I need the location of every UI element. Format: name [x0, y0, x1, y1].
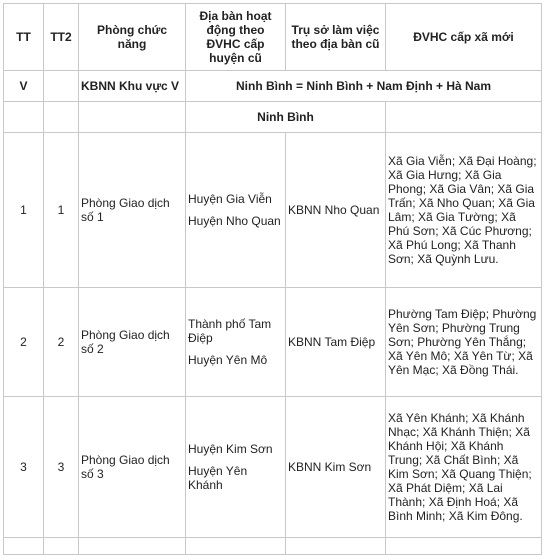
row-office: KBNN Tam Điệp	[286, 288, 386, 397]
empty-cell	[186, 538, 286, 555]
row-area: Huyện Gia Viễn	[188, 192, 272, 206]
empty-cell	[286, 538, 386, 555]
row-tt: 3	[4, 397, 44, 538]
province-empty-1	[4, 102, 44, 133]
header-tt2: TT2	[44, 4, 79, 71]
header-new-commune: ĐVHC cấp xã mới	[386, 4, 542, 71]
row-areas	[186, 133, 286, 288]
province-empty-2	[44, 102, 79, 133]
empty-cell	[44, 538, 79, 555]
table-row	[4, 397, 542, 538]
row-communes: Xã Gia Viễn; Xã Đại Hoàng; Xã Gia Hưng; Xã Gia Phong; Xã Gia Vân; Xã Gia Trấn; Xã Nho Quan; Xã Gia Lâm; Xã Gia Tường; Xã Phú Sơn; Xã Cúc Phương; Xã Phú Long; Xã Thanh Sơn; Xã Quỳnh Lưu.	[386, 133, 542, 288]
row-tt2: 2	[44, 288, 79, 397]
row-area: Huyện Kim Sơn	[188, 442, 273, 456]
row-room: Phòng Giao dịch số 3	[79, 397, 186, 538]
row-area: Thành phố Tam Điệp	[188, 317, 272, 345]
table-row	[4, 133, 542, 288]
row-tt: 2	[4, 288, 44, 397]
province-empty-3	[79, 102, 186, 133]
header-function-room: Phòng chức năng	[79, 4, 186, 71]
kbnn-region-table	[3, 3, 542, 555]
table-row	[4, 288, 542, 397]
region-merge-note: Ninh Bình = Ninh Bình + Nam Định + Hà Nam	[186, 71, 542, 102]
empty-cell	[4, 538, 44, 555]
header-row	[4, 4, 542, 71]
row-tt2: 1	[44, 133, 79, 288]
header-tt: TT	[4, 4, 44, 71]
province-empty-4	[386, 102, 542, 133]
region-tt: V	[4, 71, 44, 102]
empty-cell	[79, 538, 186, 555]
row-areas	[186, 288, 286, 397]
region-name: KBNN Khu vực V	[79, 71, 186, 102]
header-office: Trụ sở làm việc theo địa bàn cũ	[286, 4, 386, 71]
row-office: KBNN Kim Sơn	[286, 397, 386, 538]
empty-cell	[386, 538, 542, 555]
region-tt2-empty	[44, 71, 79, 102]
region-row	[4, 71, 542, 102]
province-name: Ninh Bình	[186, 102, 386, 133]
row-room: Phòng Giao dịch số 1	[79, 133, 186, 288]
row-office: KBNN Nho Quan	[286, 133, 386, 288]
row-tt2: 3	[44, 397, 79, 538]
row-communes: Xã Yên Khánh; Xã Khánh Nhạc; Xã Khánh Thiện; Xã Khánh Hội; Xã Khánh Trung; Xã Chất Bình; Xã Kim Sơn; Xã Quang Thiện; Xã Phát Diệm; Xã Lai Thành; Xã Định Hoá; Xã Bình Minh; Xã Kim Đông.	[386, 397, 542, 538]
province-row	[4, 102, 542, 133]
row-area: Huyện Yên Khánh	[188, 464, 248, 492]
row-areas	[186, 397, 286, 538]
row-communes: Phường Tam Điệp; Phường Yên Sơn; Phường Trung Sơn; Phường Yên Thắng; Xã Yên Mô; Xã Yên Từ; Xã Yên Mạc; Xã Đồng Thái.	[386, 288, 542, 397]
header-area: Địa bàn hoạt động theo ĐVHC cấp huyện cũ	[186, 4, 286, 71]
row-area: Huyện Yên Mô	[188, 353, 268, 367]
row-room: Phòng Giao dịch số 2	[79, 288, 186, 397]
row-area: Huyện Nho Quan	[188, 214, 281, 228]
table-row-partial	[4, 538, 542, 555]
row-tt: 1	[4, 133, 44, 288]
